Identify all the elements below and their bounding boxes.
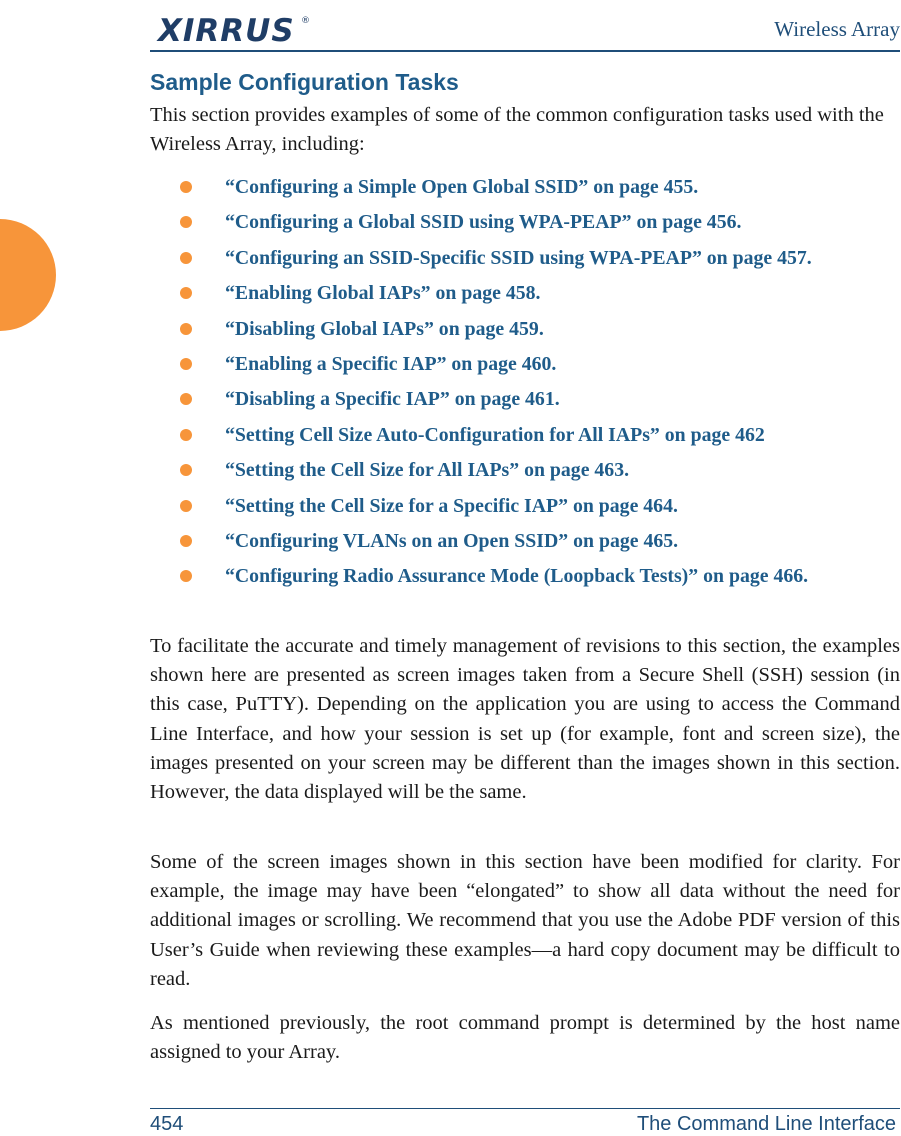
list-item: [150, 491, 900, 526]
page-footer: [150, 1108, 900, 1134]
bullet-icon: [180, 323, 192, 335]
list-item: [150, 384, 900, 419]
registered-mark: ®: [301, 16, 310, 26]
task-link[interactable]: “Disabling Global IAPs” on page 459.: [225, 317, 544, 340]
list-item: [150, 561, 900, 596]
bullet-icon: [180, 570, 192, 582]
task-link[interactable]: “Configuring Radio Assurance Mode (Loopback Tests)” on page 466.: [225, 565, 809, 588]
page-number: 454: [150, 1113, 184, 1135]
bullet-icon: [180, 252, 192, 264]
list-item: [150, 243, 900, 278]
logo-text: XIRRUS: [158, 13, 295, 49]
list-item: [150, 526, 900, 561]
section-heading: Sample Configuration Tasks: [150, 69, 459, 95]
bullet-icon: [180, 358, 192, 370]
task-link[interactable]: “Setting Cell Size Auto-Configuration for All IAPs” on page 462: [225, 423, 765, 446]
list-item: [150, 207, 900, 242]
task-link[interactable]: “Configuring an SSID-Specific SSID using WPA-PEAP” on page 457.: [225, 246, 812, 269]
list-item: [150, 278, 900, 313]
page-header: [150, 0, 900, 52]
bullet-icon: [180, 535, 192, 547]
body-paragraph: Some of the screen images shown in this section have been modified for clarity. For example, the image may have been “elongated” to show all data without the need for additional images or scrolling. We recommend that you use the Adobe PDF version of this User’s Guide when reviewing these examples—a hard copy document may be difficult to read.: [150, 851, 900, 990]
bullet-icon: [180, 393, 192, 405]
task-link[interactable]: “Setting the Cell Size for a Specific IAP” on page 464.: [225, 494, 678, 517]
bullet-icon: [180, 287, 192, 299]
task-link[interactable]: “Configuring a Global SSID using WPA-PEAP” on page 456.: [225, 211, 742, 234]
body-paragraph: As mentioned previously, the root command prompt is determined by the host name assigned to your Array.: [150, 1012, 900, 1064]
bullet-icon: [180, 464, 192, 476]
bullet-icon: [180, 181, 192, 193]
list-item: [150, 314, 900, 349]
bullet-icon: [180, 429, 192, 441]
task-list: [150, 172, 900, 597]
bullet-icon: [180, 216, 192, 228]
task-link[interactable]: “Configuring a Simple Open Global SSID” on page 455.: [225, 176, 699, 198]
chapter-side-tab: [0, 219, 56, 331]
list-item: [150, 349, 900, 384]
list-item: [150, 172, 900, 207]
task-link[interactable]: “Configuring VLANs on an Open SSID” on page 465.: [225, 529, 679, 552]
footer-title: The Command Line Interface: [636, 1113, 896, 1135]
body-paragraph: To facilitate the accurate and timely management of revisions to this section, the examples shown here are presented as screen images taken from a Secure Shell (SSH) session (in this case, PuTTY). Depending on the application you are using to access the Command Line Interface, and how your session is set up (for example, font and screen size), the images presented on your screen may be different than the images shown in this section. However, the data displayed will be the same.: [150, 635, 900, 804]
header-title: Wireless Array: [774, 17, 900, 41]
task-link[interactable]: “Enabling Global IAPs” on page 458.: [225, 282, 541, 305]
task-link[interactable]: “Enabling a Specific IAP” on page 460.: [225, 352, 557, 375]
intro-paragraph: This section provides examples of some of the common configuration tasks used with the Wireless Array, including:: [150, 104, 884, 155]
list-item: [150, 420, 900, 455]
bullet-icon: [180, 500, 192, 512]
list-item: [150, 455, 900, 490]
task-link[interactable]: “Disabling a Specific IAP” on page 461.: [225, 388, 560, 411]
task-link[interactable]: “Setting the Cell Size for All IAPs” on page 463.: [225, 459, 630, 482]
